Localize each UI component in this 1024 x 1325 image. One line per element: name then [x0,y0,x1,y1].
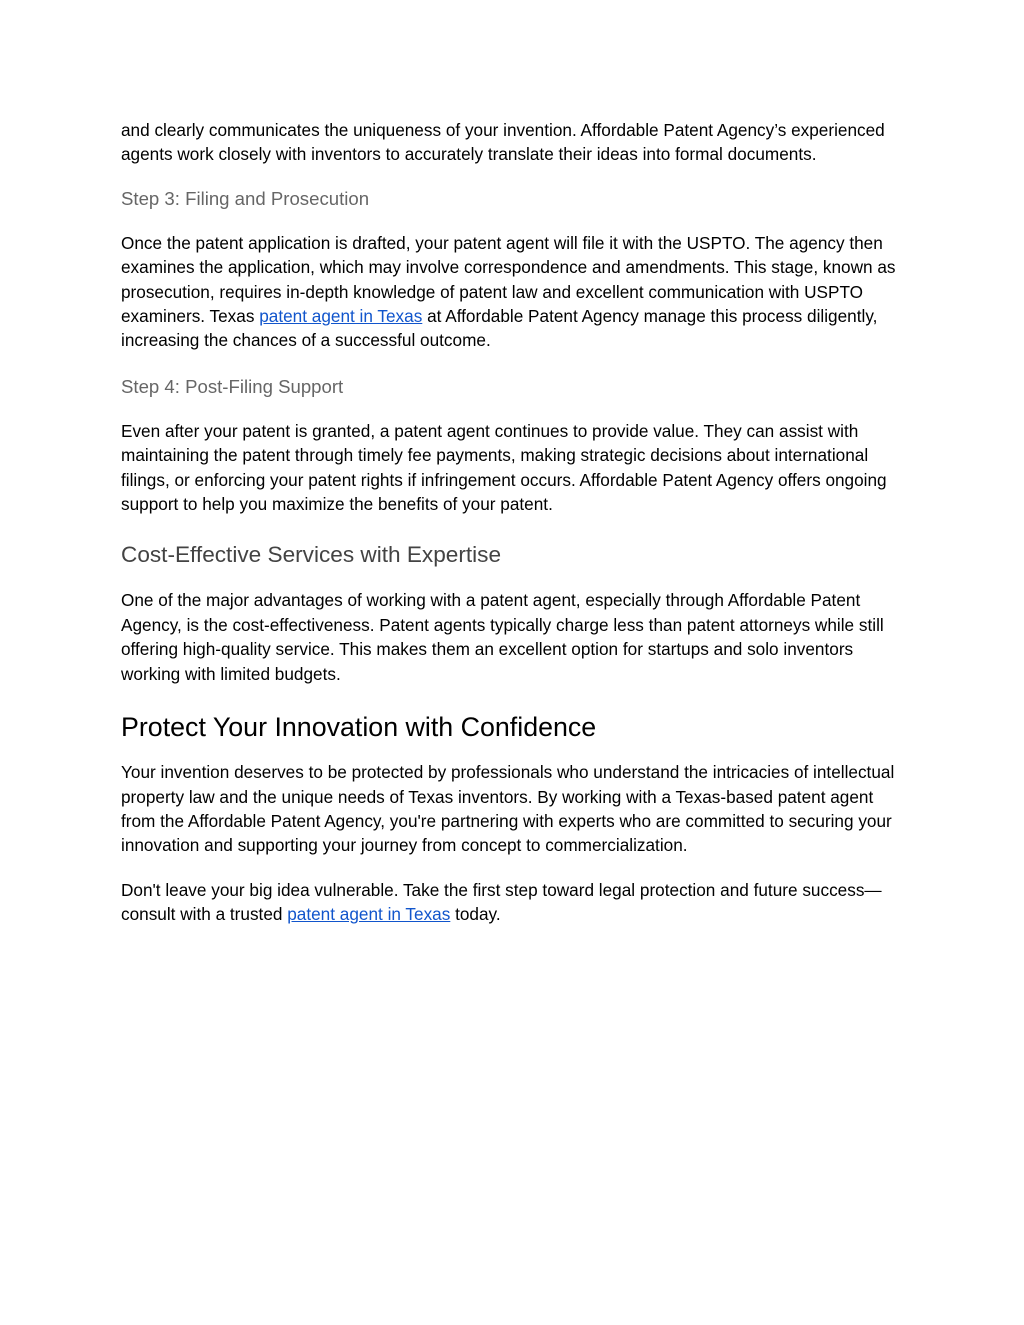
document-page [121,118,911,927]
step3-paragraph [121,231,911,353]
step4-heading: Step 4: Post-Filing Support [121,375,344,397]
patent-agent-texas-link-cta[interactable]: patent agent in Texas [287,904,451,925]
cta-text-before: Don't leave your big idea vulnerable. Take the first step toward legal protection and future success—consult with a trusted [121,879,882,925]
protect-heading: Protect Your Innovation with Confidence [121,712,597,743]
patent-agent-texas-link[interactable]: patent agent in Texas [259,306,423,327]
step3-text-after: at Affordable Patent Agency manage this process diligently, increasing the chances of a successful outcome. [121,306,878,351]
protect-paragraph: Your invention deserves to be protected by professionals who understand the intricacies of intellectual property law and the unique needs of Texas inventors. By working with a Texas-based patent agent from the Affordable Patent Agency, you're partnering with experts who are committed to securing your innovation and supporting your journey from concept to commercialization. [121,762,895,856]
step3-heading: Step 3: Filing and Prosecution [121,187,370,209]
cta-text-after: today. [450,904,501,925]
step3-text-before: Once the patent application is drafted, your patent agent will file it with the USPTO. The agency then examines the application, which may involve correspondence and amendments. This stage, known as prosecution, requires in-depth knowledge of patent law and excellent communication with USPTO examiners. Texas [121,232,896,327]
intro-paragraph: and clearly communicates the uniqueness of your invention. Affordable Patent Agency’s experienced agents work closely with inventors to accurately translate their ideas into formal documents. [121,120,885,165]
cost-heading: Cost-Effective Services with Expertise [121,542,502,568]
cta-paragraph [121,878,911,927]
step4-paragraph: Even after your patent is granted, a patent agent continues to provide value. They can assist with maintaining the patent through timely fee payments, making strategic decisions about international filings, or enforcing your patent rights if infringement occurs. Affordable Patent Agency offers ongoing support to help you maximize the benefits of your patent. [121,420,887,515]
cost-paragraph: One of the major advantages of working with a patent agent, especially through Affordable Patent Agency, is the cost-effectiveness. Patent agents typically charge less than patent attorneys while still offering high-quality service. This makes them an excellent option for startups and solo inventors working with limited budgets. [121,590,884,684]
